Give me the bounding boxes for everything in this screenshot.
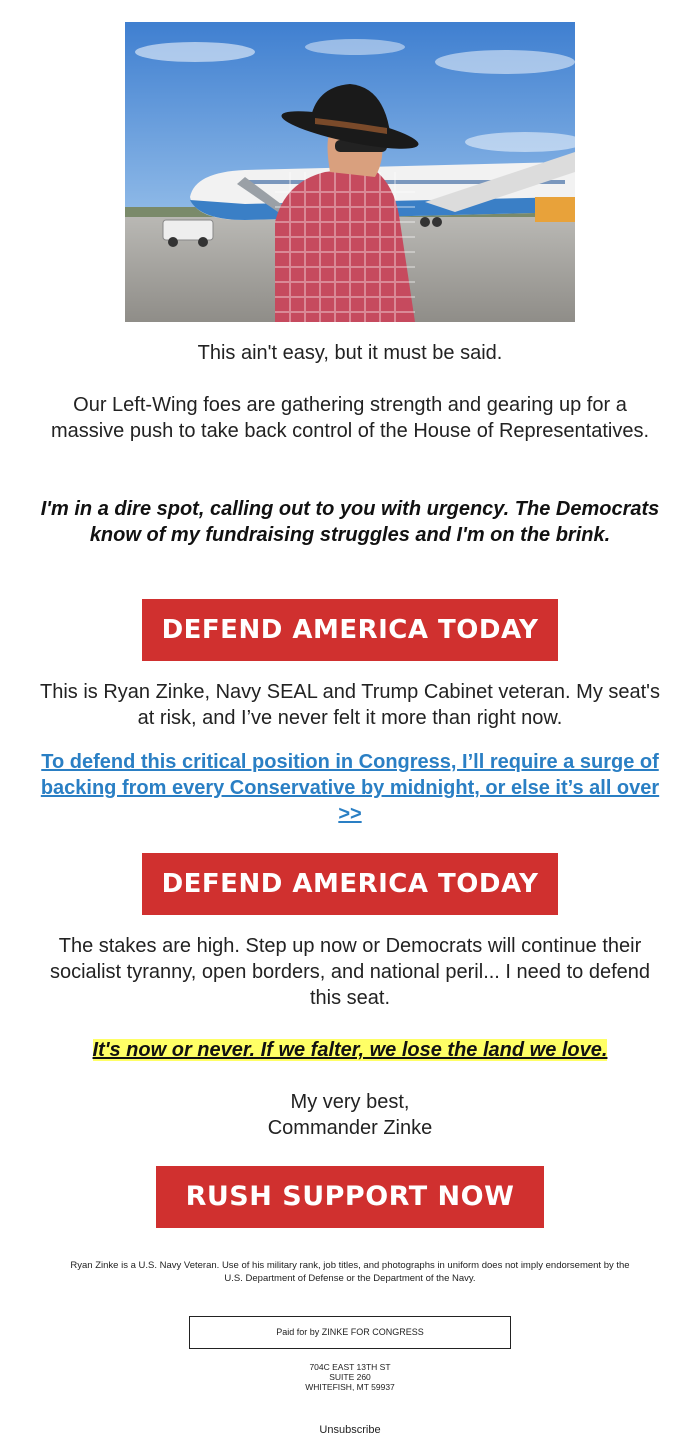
paid-for-box: Paid for by ZINKE FOR CONGRESS bbox=[189, 1316, 511, 1349]
paragraph-urgent: I'm in a dire spot, calling out to you with urgency. The Democrats know of my fundraising struggles and I'm on the brink. bbox=[40, 498, 660, 546]
paragraph-stakes: The stakes are high. Step up now or Democrats will continue their socialist tyranny, open borders, and national peril... I need to defend this seat. bbox=[49, 935, 650, 1009]
signoff-line-1: My very best, bbox=[290, 1091, 410, 1113]
intro-text: This ain't easy, but it must be said. bbox=[197, 342, 503, 364]
defend-america-button-2[interactable]: DEFEND AMERICA TODAY bbox=[142, 853, 558, 915]
rush-support-button[interactable]: RUSH SUPPORT NOW bbox=[156, 1166, 544, 1228]
signoff-line-2: Commander Zinke bbox=[267, 1117, 433, 1139]
unsubscribe-link[interactable]: Unsubscribe bbox=[319, 1424, 381, 1436]
address-line: SUITE 260 bbox=[329, 1372, 371, 1382]
defend-position-link[interactable]: To defend this critical position in Congress, I’ll require a surge of backing from every Conservative by midnight, or else it’s all over >> bbox=[40, 751, 660, 825]
mailing-address bbox=[200, 1362, 500, 1392]
signoff bbox=[40, 1089, 660, 1141]
address-line: 704C EAST 13TH ST bbox=[309, 1362, 391, 1372]
hero-image bbox=[125, 22, 575, 322]
highlighted-callout: It's now or never. If we falter, we lose the land we love. bbox=[92, 1039, 608, 1061]
address-line: WHITEFISH, MT 59937 bbox=[305, 1382, 395, 1392]
paragraph-left-wing: Our Left-Wing foes are gathering strength and gearing up for a massive push to take back control of the House of Representatives. bbox=[50, 394, 650, 442]
paragraph-intro-zinke: This is Ryan Zinke, Navy SEAL and Trump Cabinet veteran. My seat's at risk, and I’ve never felt it more than right now. bbox=[40, 681, 660, 729]
disclaimer: Ryan Zinke is a U.S. Navy Veteran. Use of his military rank, job titles, and photographs in uniform does not imply endorsement by the U.S. Department of Defense or the Department of the Navy. bbox=[70, 1260, 630, 1284]
defend-america-button-1[interactable]: DEFEND AMERICA TODAY bbox=[142, 599, 558, 661]
